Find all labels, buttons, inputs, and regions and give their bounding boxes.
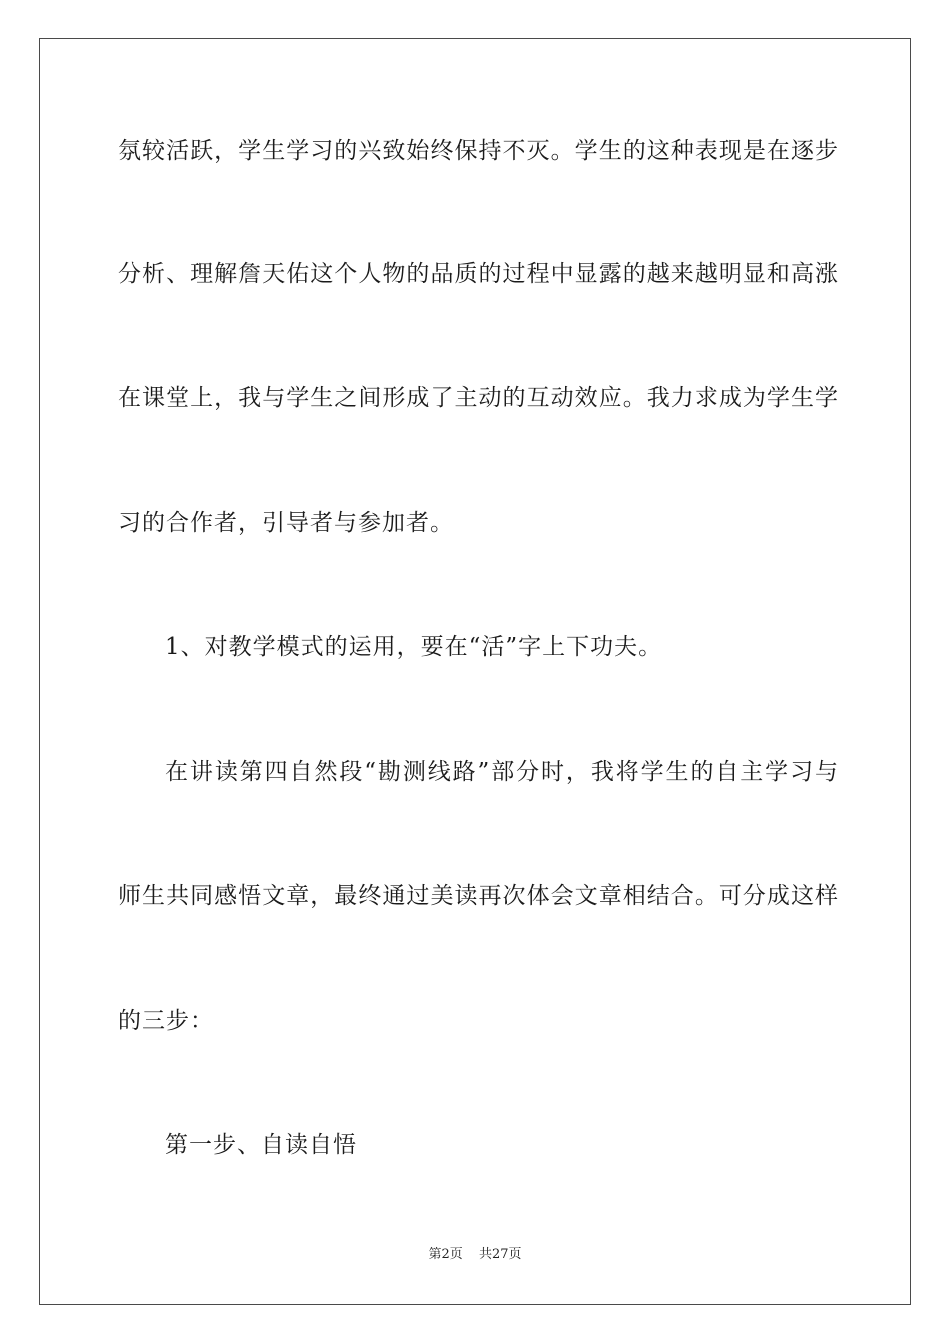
paragraph-line-6: 在讲读第四自然段“勘测线路”部分时，我将学生的自主学习与 xyxy=(165,759,838,785)
paragraph-line-5: 1、对教学模式的运用，要在“活”字上下功夫。 xyxy=(165,634,663,660)
paragraph-line-3: 在课堂上，我与学生之间形成了主动的互动效应。我力求成为学生学 xyxy=(118,385,838,411)
page-number: 第2页 xyxy=(428,1247,463,1262)
page-footer xyxy=(0,1245,950,1265)
total-pages: 共27页 xyxy=(478,1247,522,1262)
paragraph-line-8: 的三步： xyxy=(118,1008,214,1034)
paragraph-line-7: 师生共同感悟文章，最终通过美读再次体会文章相结合。可分成这样 xyxy=(118,883,838,909)
paragraph-line-1: 氛较活跃，学生学习的兴致始终保持不灭。学生的这种表现是在逐步 xyxy=(118,138,838,164)
paragraph-line-2: 分析、理解詹天佑这个人物的品质的过程中显露的越来越明显和高涨 xyxy=(118,261,838,287)
paragraph-line-4: 习的合作者，引导者与参加者。 xyxy=(118,510,454,536)
paragraph-line-9: 第一步、自读自悟 xyxy=(165,1132,357,1158)
page-border xyxy=(39,38,911,1305)
